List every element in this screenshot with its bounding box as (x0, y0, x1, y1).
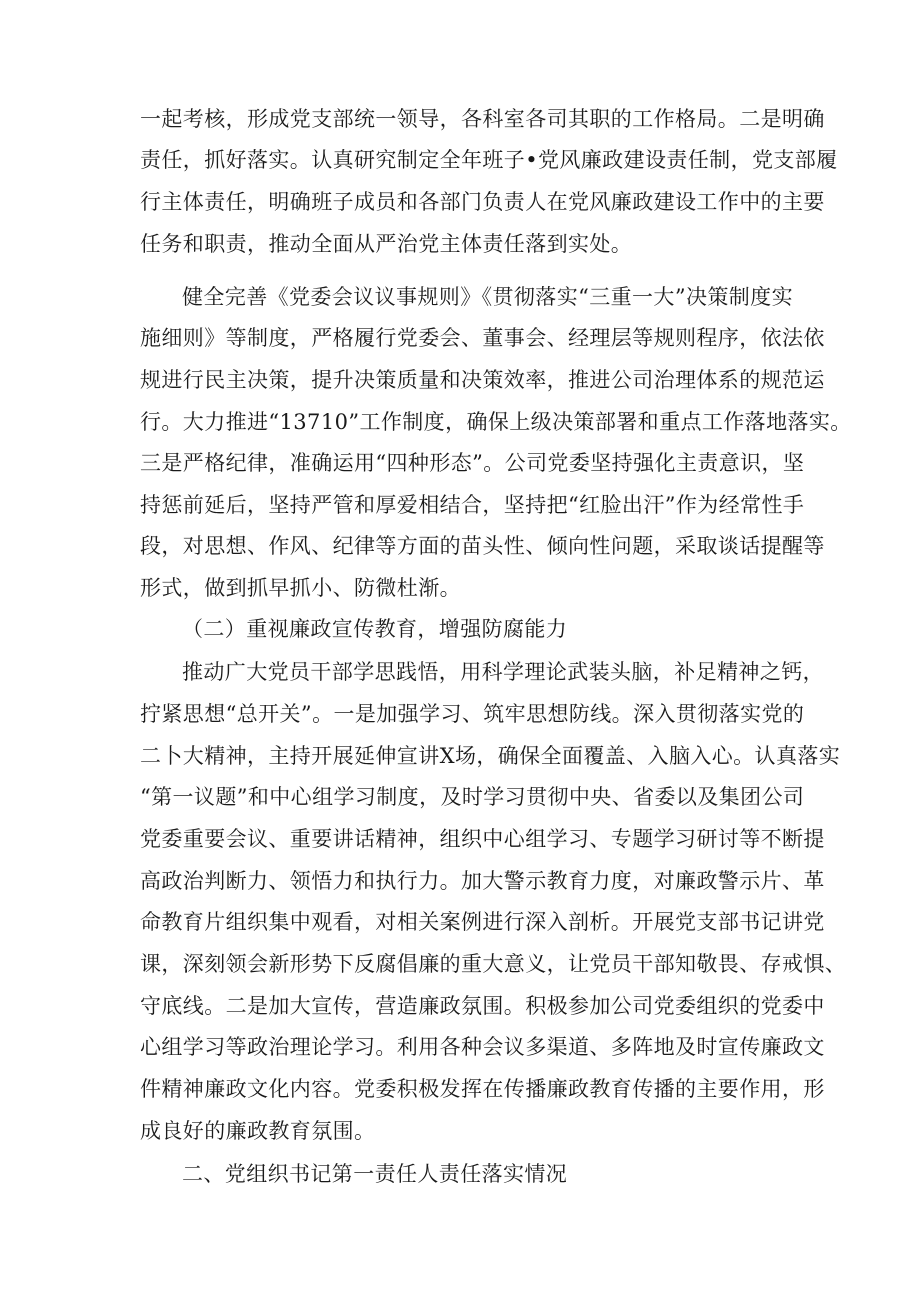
body-line: 拧紧思想“总开关”。一是加强学习、筑牢思想防线。深入贯彻落实党的 (140, 702, 805, 726)
body-line: 守底线。二是加大宣传，营造廉政氛围。积极参加公司党委组织的党委中 (140, 994, 825, 1018)
body-line: 件精神廉政文化内容。党委积极发挥在传播廉政教育传播的主要作用，形 (140, 1077, 825, 1101)
section-heading: （二）重视廉政宣传教育，增强防腐能力 (182, 617, 568, 641)
body-line: 三是严格纪律，准确运用“四种形态”。公司党委坚持强化主责意识，坚 (140, 451, 805, 475)
body-line: 课，深刻领会新形势下反腐倡廉的重大意义，让党员干部知敬畏、存戒惧、 (140, 952, 847, 976)
body-line: 成良好的廉政教育氛围。 (140, 1119, 376, 1143)
body-line: 一起考核，形成党支部统一领导，各科室各司其职的工作格局。二是明确 (140, 107, 825, 131)
body-line: 命教育片组织集中观看，对相关案例进行深入剖析。开展党支部书记讲党 (140, 910, 825, 934)
body-line: 段，对思想、作风、纪律等方面的苗头性、倾向性问题，采取谈话提醒等 (140, 534, 825, 558)
body-line: 任务和职责，推动全面从严治党主体责任落到实处。 (140, 232, 633, 256)
body-line: 行主体责任，明确班子成员和各部门负责人在党风廉政建设工作中的主要 (140, 190, 825, 214)
body-line: 党委重要会议、重要讲话精神，组织中心组学习、专题学习研讨等不断提 (140, 827, 825, 851)
body-line: 施细则》等制度，严格履行党委会、董事会、经理层等规则程序，依法依 (140, 326, 825, 350)
body-line: 高政治判断力、领悟力和执行力。加大警示教育力度，对廉政警示片、革 (140, 869, 825, 893)
body-line: 二卜大精神，主持开展延伸宣讲X场，确保全面覆盖、入脑入心。认真落实 (140, 744, 841, 768)
paragraph-first-line: 健全完善《党委会议议事规则》《贯彻落实“三重一大”决策制度实 (182, 285, 793, 309)
paragraph-first-line: 推动广大党员干部学思践悟，用科学理论武装头脑，补足精神之钙， (182, 660, 824, 684)
body-line: 心组学习等政治理论学习。利用各种会议多渠道、多阵地及时宣传廉政文 (140, 1035, 825, 1059)
body-line: 行。大力推进“13710”工作制度，确保上级决策部署和重点工作落地落实。 (140, 410, 852, 434)
body-line: 持惩前延后，坚持严管和厚爱相结合，坚持把“红脸出汗”作为经常性手 (140, 493, 805, 517)
body-line: 形式，做到抓早抓小、防微杜渐。 (140, 576, 461, 600)
body-line: “第一议题”和中心组学习制度，及时学习贯彻中央、省委以及集团公司 (140, 785, 805, 809)
chapter-heading: 二、党组织书记第一责任人责任落实情况 (182, 1162, 568, 1186)
body-line: 规进行民主决策，提升决策质量和决策效率，推进公司治理体系的规范运 (140, 368, 825, 392)
body-line: 责任，抓好落实。认真研究制定全年班子•党风廉政建设责任制，党支部履 (140, 148, 838, 172)
